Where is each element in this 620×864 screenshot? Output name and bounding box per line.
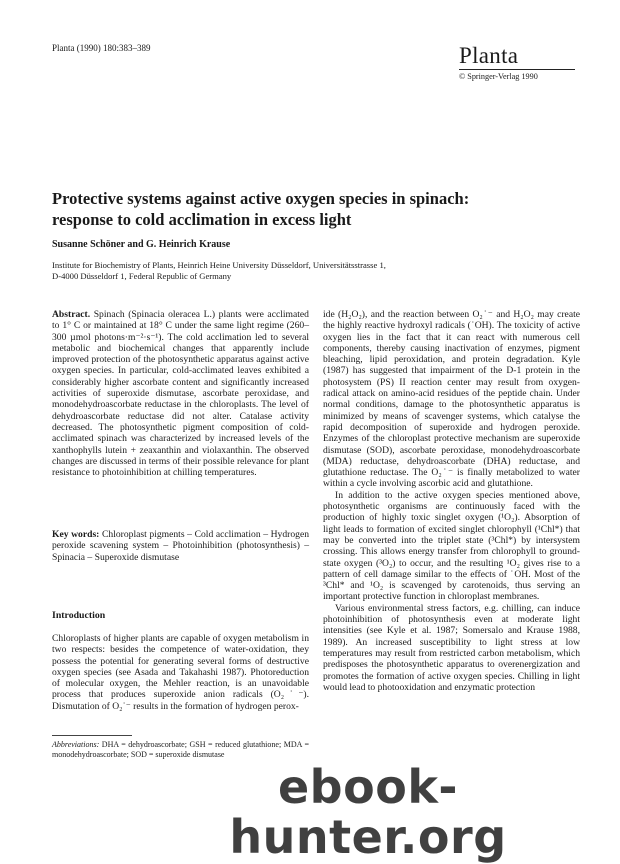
authors: Susanne Schöner and G. Heinrich Krause bbox=[52, 239, 231, 250]
footnote-divider bbox=[52, 735, 132, 736]
introduction-heading: Introduction bbox=[52, 610, 106, 621]
article-title bbox=[52, 188, 582, 230]
keywords-label: Key words: bbox=[52, 529, 100, 540]
title-line-1: Protective systems against active oxygen species in spinach: bbox=[52, 189, 470, 208]
right-paragraph-3: Various environmental stress factors, e.g. chilling, can induce photoinhibition of photosynthesis even at moderate light intensities (see Kyle et al. 1987; Somersalo and Krause 1988, 1989). An increased susceptibility to light stress at low temperatures may result from restricted carbon metabolism, which predisposes the photosynthetic apparatus to overenergization and promotes the formation of active oxygen species. Chilling in light would lead to photooxidation and enzymatic protection bbox=[323, 602, 580, 693]
abstract-label: Abstract. bbox=[52, 309, 91, 320]
watermark: ebook-hunter.org bbox=[229, 760, 507, 864]
right-paragraph-1: ide (H₂O₂), and the reaction between O₂˙⁻ and H₂O₂ may create the highly reactive hydroxyl radicals (˙OH). The toxicity of active oxygen lies in the fact that it can react with numerous cell components, thereby causing inactivation of enzymes, pigment bleaching, lipid peroxidation, and protein degradation. Kyle (1987) has suggested that impairment of the D-1 protein in the photosystem (PS) II reaction center may result from oxygen-radical attack on amino-acid residues of the peptide chain. Under normal conditions, damage to the photosynthetic apparatus is minimized by means of scavenger systems, which catalyse the rapid decomposition of superoxide and hydrogen peroxide. Enzymes of the chloroplast protective mechanism are superoxide dismutase (SOD), ascorbate peroxidase, monodehydroascorbate (MDA) reductase, dehydroascorbate (DHA) reductase, and glutathione reductase. The O₂˙⁻ is finally metabolized to water within a cycle involving ascorbic acid and glutathione. bbox=[323, 309, 580, 490]
introduction-paragraph: Chloroplasts of higher plants are capable of oxygen metabolism in two respects: besides the competence of water-oxidation, they possess the potential for generating several forms of destructive oxygen species (see Asada and Takahashi 1987). Photoreduction of molecular oxygen, the Mehler reaction, is an unavoidable process that produces superoxide anion radicals (O₂˙⁻). Dismutation of O₂˙⁻ results in the formation of hydrogen perox- bbox=[52, 633, 309, 712]
journal-logo-name: Planta bbox=[459, 43, 519, 68]
abstract-text: Spinach (Spinacia oleracea L.) plants were acclimated to 1° C or maintained at 18° C under the same light regime (260–300 µmol photons·m⁻²·s⁻¹). The cold acclimation led to several metabolic and biochemical changes that apparently include improved protection of the photosynthetic apparatus against active oxygen species. In particular, cold-acclimated leaves exhibited a considerably higher ascorbate content and significantly increased activities of superoxide dismutase, ascorbate peroxidase, and monodehydroascorbate reductase in the chloroplasts. The level of dehydroascorbate reductase did not alter. Catalase activity decreased. The photosynthetic pigment composition of cold-acclimated spinach was characterized by increased levels of the xanthophylls lutein + zeaxanthin and violaxanthin. The observed changes are discussed in terms of their possible relevance for plant resistance to photoinhibition at chilling temperatures. bbox=[52, 309, 309, 479]
abbreviations-footnote bbox=[52, 740, 309, 760]
abbreviations-label: Abbreviations: bbox=[52, 740, 100, 749]
journal-logo bbox=[459, 44, 577, 81]
affiliation bbox=[52, 260, 582, 283]
right-paragraph-2: In addition to the active oxygen species mentioned above, photosynthetic organisms are continuously faced with the production of highly toxic singlet oxygen (¹O₂). Absorption of light leads to formation of excited singlet chlorophyll (¹Chl*) that may be converted into the triplet state (³Chl*) by intersystem crossing. This allows energy transfer from chlorophyll to ground-state oxygen (³O₂) to occur, and the resulting ¹O₂ gives rise to a pattern of cell damage similar to the effects of ˙OH. Most of the ³Chl* and ¹O₂ is scavenged by carotenoids, thus serving an important protective function in chloroplast membranes. bbox=[323, 489, 580, 603]
keywords-text: Chloroplast pigments – Cold acclimation – Hydrogen peroxide scavening system – Photoinhibition (photosynthesis) – Spinacia – Superoxide dismutase bbox=[52, 529, 309, 563]
right-column bbox=[323, 309, 580, 693]
keywords bbox=[52, 529, 309, 563]
title-line-2: response to cold acclimation in excess light bbox=[52, 210, 352, 229]
abstract bbox=[52, 309, 309, 478]
introduction-text bbox=[52, 633, 309, 712]
journal-reference: Planta (1990) 180:383–389 bbox=[52, 43, 151, 53]
logo-divider bbox=[459, 69, 575, 70]
abbreviations-text: DHA = dehydroascorbate; GSH = reduced glutathione; MDA = monodehydroascorbate; SOD = superoxide dismutase bbox=[52, 740, 309, 760]
publisher-copyright: © Springer-Verlag 1990 bbox=[459, 72, 538, 81]
affiliation-line-2: D-4000 Düsseldorf 1, Federal Republic of Germany bbox=[52, 271, 232, 282]
affiliation-line-1: Institute for Biochemistry of Plants, Heinrich Heine University Düsseldorf, Universitätsstrasse 1, bbox=[52, 260, 386, 270]
